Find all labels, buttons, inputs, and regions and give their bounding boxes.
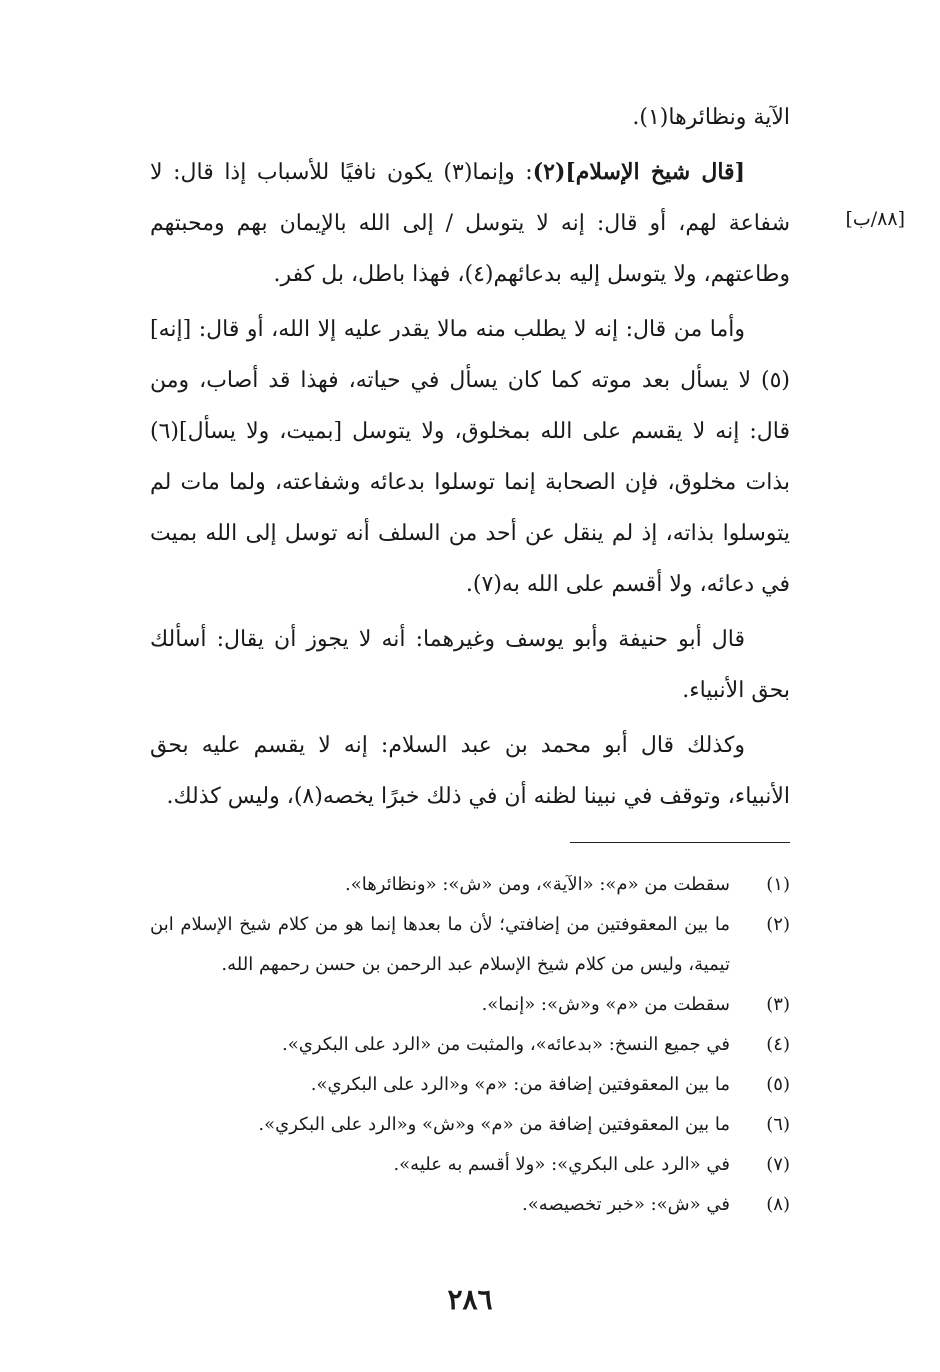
footnote-text: ما بين المعقوفتين إضافة من: «م» و«الرد على البكري». — [310, 1074, 730, 1095]
footnote-item — [150, 1105, 790, 1145]
footnote-number: (٥) — [766, 1074, 790, 1095]
footnote-item — [150, 985, 790, 1025]
bold-heading: [قال شيخ الإسلام](٢) — [532, 159, 745, 185]
footnote-number: (٧) — [766, 1154, 790, 1175]
footnote-text: في جميع النسخ: «بدعائه»، والمثبت من «الرد على البكري». — [282, 1034, 730, 1055]
main-text — [150, 92, 790, 826]
footnote-number: (١) — [766, 874, 790, 895]
footnote-number: (٨) — [766, 1194, 790, 1215]
footnote-item — [150, 1025, 790, 1065]
footnote-text: ما بين المعقوفتين من إضافتي؛ لأن ما بعدها إنما هو من كلام شيخ الإسلام ابن تيمية، وليس من كلام شيخ الإسلام عبد الرحمن بن حسن رحمهم الله. — [150, 914, 730, 975]
page-number: ٢٨٦ — [447, 1283, 493, 1316]
footnote-item — [150, 1145, 790, 1185]
footnote-text: في «الرد على البكري»: «ولا أقسم به عليه». — [393, 1154, 730, 1175]
footnote-divider — [570, 842, 790, 843]
footnote-item — [150, 1185, 790, 1225]
footnote-text: سقطت من «م»: «الآية»، ومن «ش»: «ونظائرها». — [344, 874, 730, 895]
footnote-number: (٢) — [766, 914, 790, 935]
footnote-number: (٦) — [766, 1114, 790, 1135]
footnote-item — [150, 905, 790, 985]
footnotes — [150, 865, 790, 1225]
footnote-item — [150, 1065, 790, 1105]
footnote-number: (٣) — [766, 994, 790, 1015]
footnote-text: في «ش»: «خبر تخصيصه». — [521, 1194, 730, 1215]
paragraph-1: الآية ونظائرها(١). — [632, 105, 790, 130]
footnote-item — [150, 865, 790, 905]
paragraph-2: [قال شيخ الإسلام](٢): وإنما(٣) يكون نافيًا للأسباب إذا قال: لا شفاعة لهم، أو قال: إنه لا يتوسل / إلى الله بالإيمان بهم ومحبتهم وطاعتهم، ولا يتوسل إليه بدعائهم(٤)، فهذا باطل، بل كفر. — [150, 159, 790, 287]
footnote-text: ما بين المعقوفتين إضافة من «م» و«ش» و«الرد على البكري». — [258, 1114, 730, 1135]
footnote-text: سقطت من «م» و«ش»: «إنما». — [481, 994, 730, 1015]
paragraph-5: وكذلك قال أبو محمد بن عبد السلام: إنه لا يقسم عليه بحق الأنبياء، وتوقف في نبينا لظنه أن في ذلك خبرًا يخصه(٨)، وليس كذلك. — [150, 733, 790, 809]
paragraph-3: وأما من قال: إنه لا يطلب منه مالا يقدر عليه إلا الله، أو قال: [إنه](٥) لا يسأل بعد موته كما كان يسأل في حياته، فهذا قد أصاب، ومن قال: إنه لا يقسم على الله بمخلوق، ولا يتوسل [بميت، ولا يسأل](٦) بذات مخلوق، فإن الصحابة إنما توسلوا بدعائه وشفاعته، ولما مات لم يتوسلوا بذاته، إذ لم ينقل عن أحد من السلف أنه توسل إلى الله بميت في دعائه، ولا أقسم على الله به(٧). — [150, 317, 790, 597]
paragraph-4: قال أبو حنيفة وأبو يوسف وغيرهما: أنه لا يجوز أن يقال: أسألك بحق الأنبياء. — [150, 627, 790, 703]
margin-folio-note: [٨٨/ب] — [845, 208, 905, 230]
footnote-number: (٤) — [766, 1034, 790, 1055]
